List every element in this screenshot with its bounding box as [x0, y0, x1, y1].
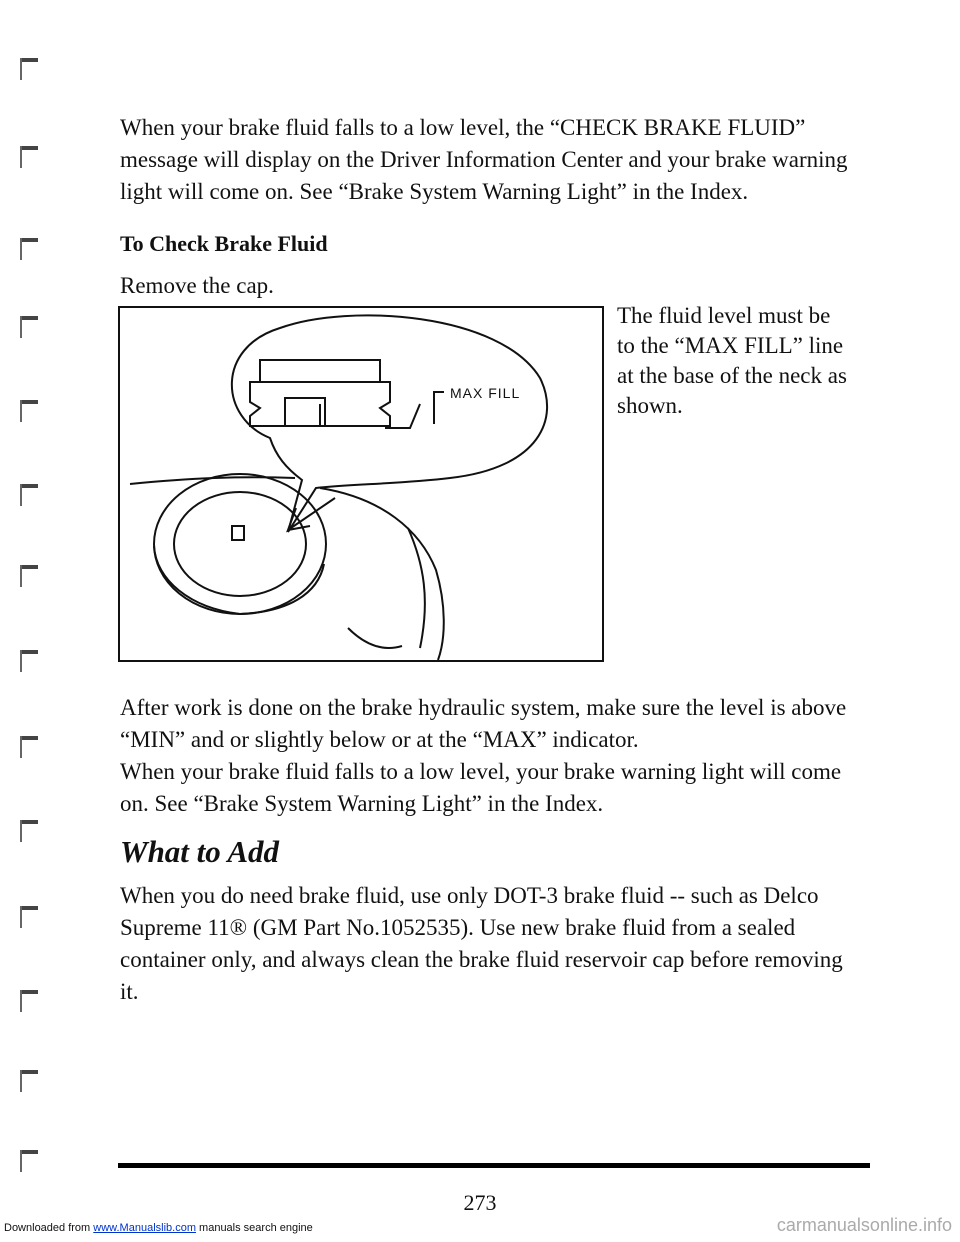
footer-rule — [118, 1163, 870, 1168]
remove-cap-text: Remove the cap. — [120, 273, 274, 298]
fluid-level-note: The fluid level must be to the “MAX FILL” line at the base of the neck as shown. — [617, 303, 847, 418]
brake-reservoir-illustration — [120, 308, 602, 660]
watermark: carmanualsonline.info — [776, 1215, 952, 1235]
check-brake-fluid-heading: To Check Brake Fluid — [120, 231, 328, 256]
manualslib-link[interactable]: www.Manualslib.com — [93, 1222, 196, 1234]
max-fill-label: MAX FILL — [450, 385, 521, 401]
what-to-add-heading: What to Add — [120, 834, 280, 869]
after-work-paragraph: After work is done on the brake hydraulic system, make sure the level is above “MIN” and or slightly below or at the “MAX” indicator. — [120, 695, 847, 752]
download-suffix: manuals search engine — [195, 1222, 313, 1234]
download-notice — [4, 1222, 313, 1234]
what-to-add-paragraph: When you do need brake fluid, use only DOT-3 brake fluid -- such as Delco Supreme 11® (GM Part No.1052535). Use new brake fluid from a sealed container only, and always clean the brake fluid reservoir cap before removing it. — [120, 883, 843, 1004]
brake-reservoir-figure — [118, 306, 604, 662]
page-number: 273 — [463, 1190, 497, 1215]
intro-paragraph: When your brake fluid falls to a low level, the “CHECK BRAKE FLUID” message will display on the Driver Information Center and your brake warning light will come on. See “Brake System Warning Light” in the Index. — [120, 115, 848, 204]
download-prefix: Downloaded from — [4, 1222, 94, 1234]
low-level-paragraph: When your brake fluid falls to a low level, your brake warning light will come on. See “Brake System Warning Light” in the Index. — [120, 759, 842, 816]
